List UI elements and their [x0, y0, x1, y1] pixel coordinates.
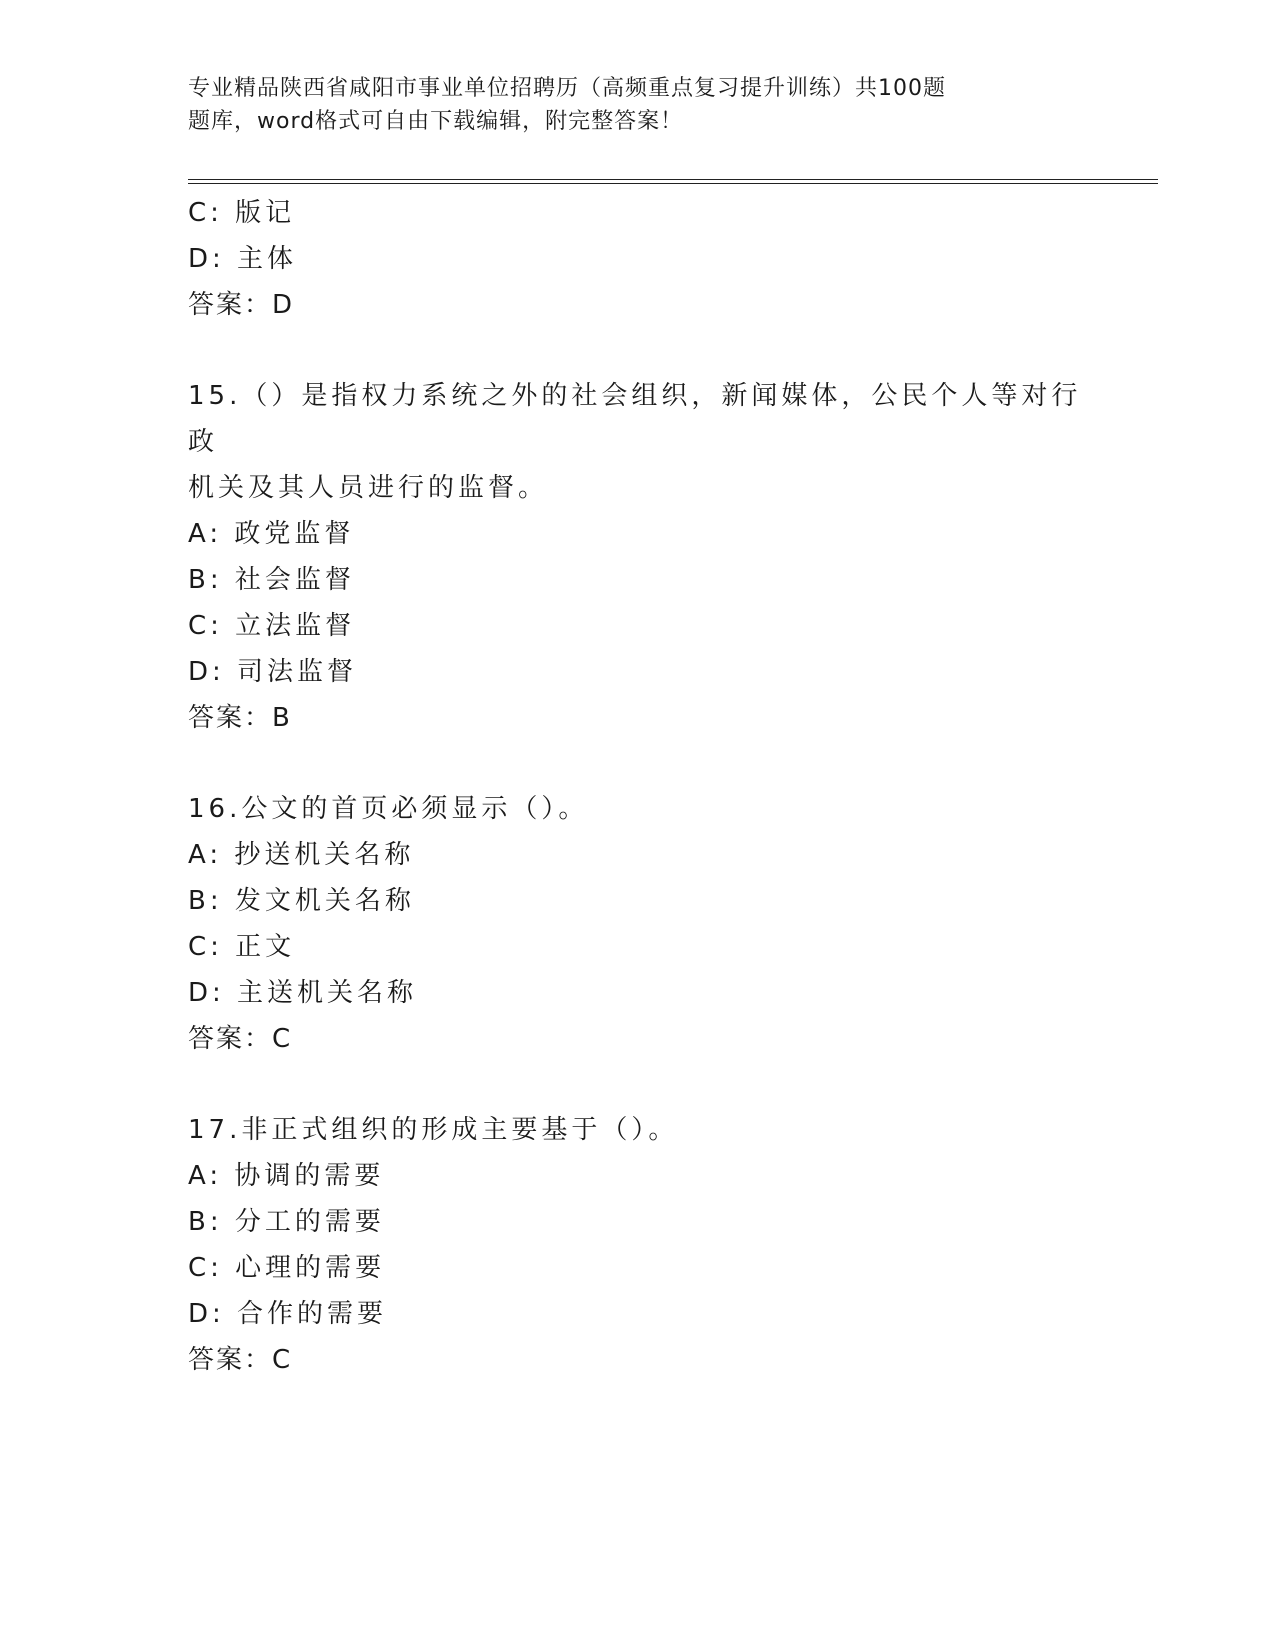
option-d: D: 主体: [188, 244, 298, 274]
option-d: D: 司法监督: [188, 657, 358, 687]
answer: 答案：B: [188, 703, 292, 733]
answer: 答案：C: [188, 1345, 293, 1375]
option-c: C: 立法监督: [188, 611, 356, 641]
header-divider-top: [188, 179, 1158, 180]
question-16: [188, 786, 1088, 1062]
question-15: [188, 373, 1088, 741]
option-c: C: 正文: [188, 932, 296, 962]
document-body: [188, 190, 1088, 1383]
header-line-1: 专业精品陕西省咸阳市事业单位招聘历（高频重点复习提升训练）共100题: [188, 76, 946, 101]
answer: 答案：D: [188, 290, 295, 320]
question-17: [188, 1107, 1088, 1383]
header-divider-bottom: [188, 183, 1158, 184]
option-b: B: 发文机关名称: [188, 886, 415, 916]
previous-question-tail: [188, 190, 1088, 328]
option-b: B: 社会监督: [188, 565, 355, 595]
spacer: [188, 1062, 1088, 1107]
spacer: [188, 741, 1088, 786]
option-a: A: 政党监督: [188, 519, 355, 549]
header-line-2: 题库，word格式可自由下载编辑，附完整答案！: [188, 109, 684, 134]
answer: 答案：C: [188, 1024, 293, 1054]
question-text-line-2: 机关及其人员进行的监督。: [188, 473, 549, 503]
option-a: A: 抄送机关名称: [188, 840, 415, 870]
question-text-line-1: 15.（）是指权力系统之外的社会组织，新闻媒体，公民个人等对行政: [188, 381, 1082, 457]
option-c: C: 版记: [188, 198, 296, 228]
option-a: A: 协调的需要: [188, 1161, 385, 1191]
option-c: C: 心理的需要: [188, 1253, 386, 1283]
document-header: [188, 72, 1038, 138]
option-d: D: 主送机关名称: [188, 978, 418, 1008]
option-b: B: 分工的需要: [188, 1207, 385, 1237]
option-d: D: 合作的需要: [188, 1299, 388, 1329]
question-text-line-1: 17.非正式组织的形成主要基于（）。: [188, 1115, 679, 1145]
question-text-line-1: 16.公文的首页必须显示（）。: [188, 794, 589, 824]
spacer: [188, 328, 1088, 373]
